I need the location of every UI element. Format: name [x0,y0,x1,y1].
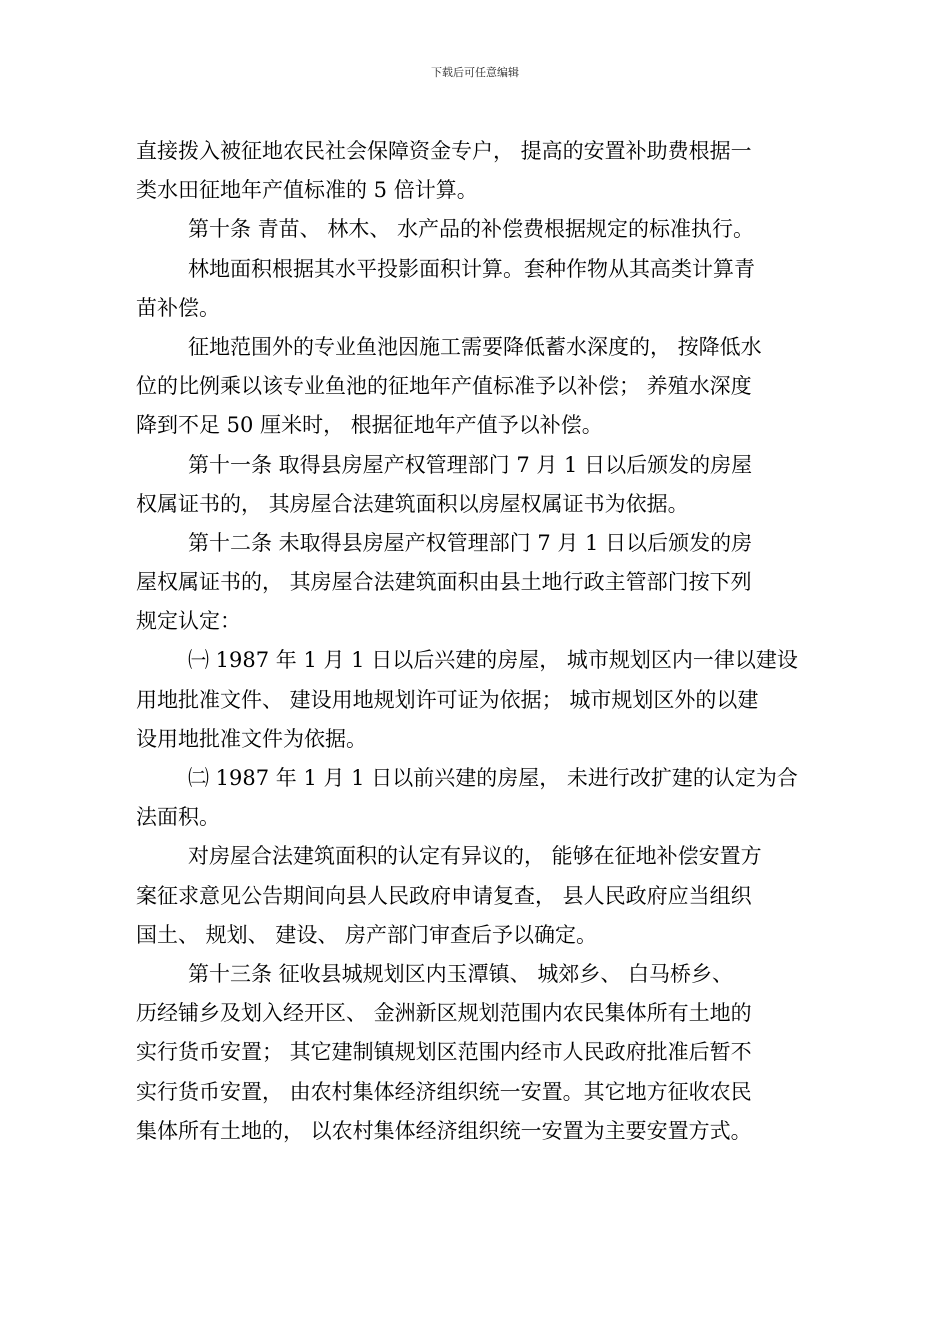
document-body [136,132,826,1151]
text-line: 用地批准文件、 建设用地规划许可证为依据； 城市规划区外的以建 [136,687,759,712]
text-line: 直接拨入被征地农民社会保障资金专户， 提高的安置补助费根据一 [136,139,752,163]
text-line: 实行货币安置， 由农村集体经济组织统一安置。其它地方征收农民 [136,1079,752,1104]
article-12-heading: 第十二条 未取得县房屋产权管理部门 7 月 1 日以后颁发的房 [188,530,753,555]
text-line: 集体所有土地的， 以农村集体经济组织统一安置为主要安置方式。 [136,1118,752,1143]
article-13-heading: 第十三条 征收县城规划区内玉潭镇、 城郊乡、 白马桥乡、 [188,961,734,986]
text-line: 征地范围外的专业鱼池因施工需要降低蓄水深度的， 按降低水 [188,334,762,359]
text-line: 国土、 规划、 建设、 房产部门审查后予以确定。 [136,922,598,947]
page-header: 下载后可任意编辑 [431,66,519,79]
text-line: 林地面积根据其水平投影面积计算。套种作物从其高类计算青 [188,256,755,281]
text-line: 类水田征地年产值标准的 5 倍计算。 [136,178,478,203]
text-line: 实行货币安置； 其它建制镇规划区范围内经市人民政府批准后暂不 [136,1040,752,1065]
list-item-2: ㈡ 1987 年 1 月 1 日以前兴建的房屋， 未进行改扩建的认定为合 [188,766,798,790]
text-line: 降到不足 50 厘米时， 根据征地年产值予以补偿。 [136,413,603,438]
text-line: 规定认定： [136,609,241,634]
text-line: 历经铺乡及划入经开区、 金洲新区规划范围内农民集体所有土地的 [136,1001,752,1026]
text-line: 屋权属证书的， 其房屋合法建筑面积由县土地行政主管部门按下列 [136,570,752,595]
article-10-heading: 第十条 青苗、 林木、 水产品的补偿费根据规定的标准执行。 [188,217,755,242]
list-item-1: ㈠ 1987 年 1 月 1 日以后兴建的房屋， 城市规划区内一律以建设 [188,648,798,673]
text-line: 苗补偿。 [136,295,220,320]
text-line: 法面积。 [136,805,220,830]
text-line: 权属证书的， 其房屋合法建筑面积以房屋权属证书为依据。 [136,491,689,516]
article-11-heading: 第十一条 取得县房屋产权管理部门 7 月 1 日以后颁发的房屋 [188,452,753,477]
text-line: 位的比例乘以该专业鱼池的征地年产值标准予以补偿； 养殖水深度 [136,374,752,399]
text-line: 设用地批准文件为依据。 [136,726,367,751]
text-line: 案征求意见公告期间向县人民政府申请复查， 县人民政府应当组织 [136,883,752,908]
text-line: 对房屋合法建筑面积的认定有异议的， 能够在征地补偿安置方 [188,844,762,869]
